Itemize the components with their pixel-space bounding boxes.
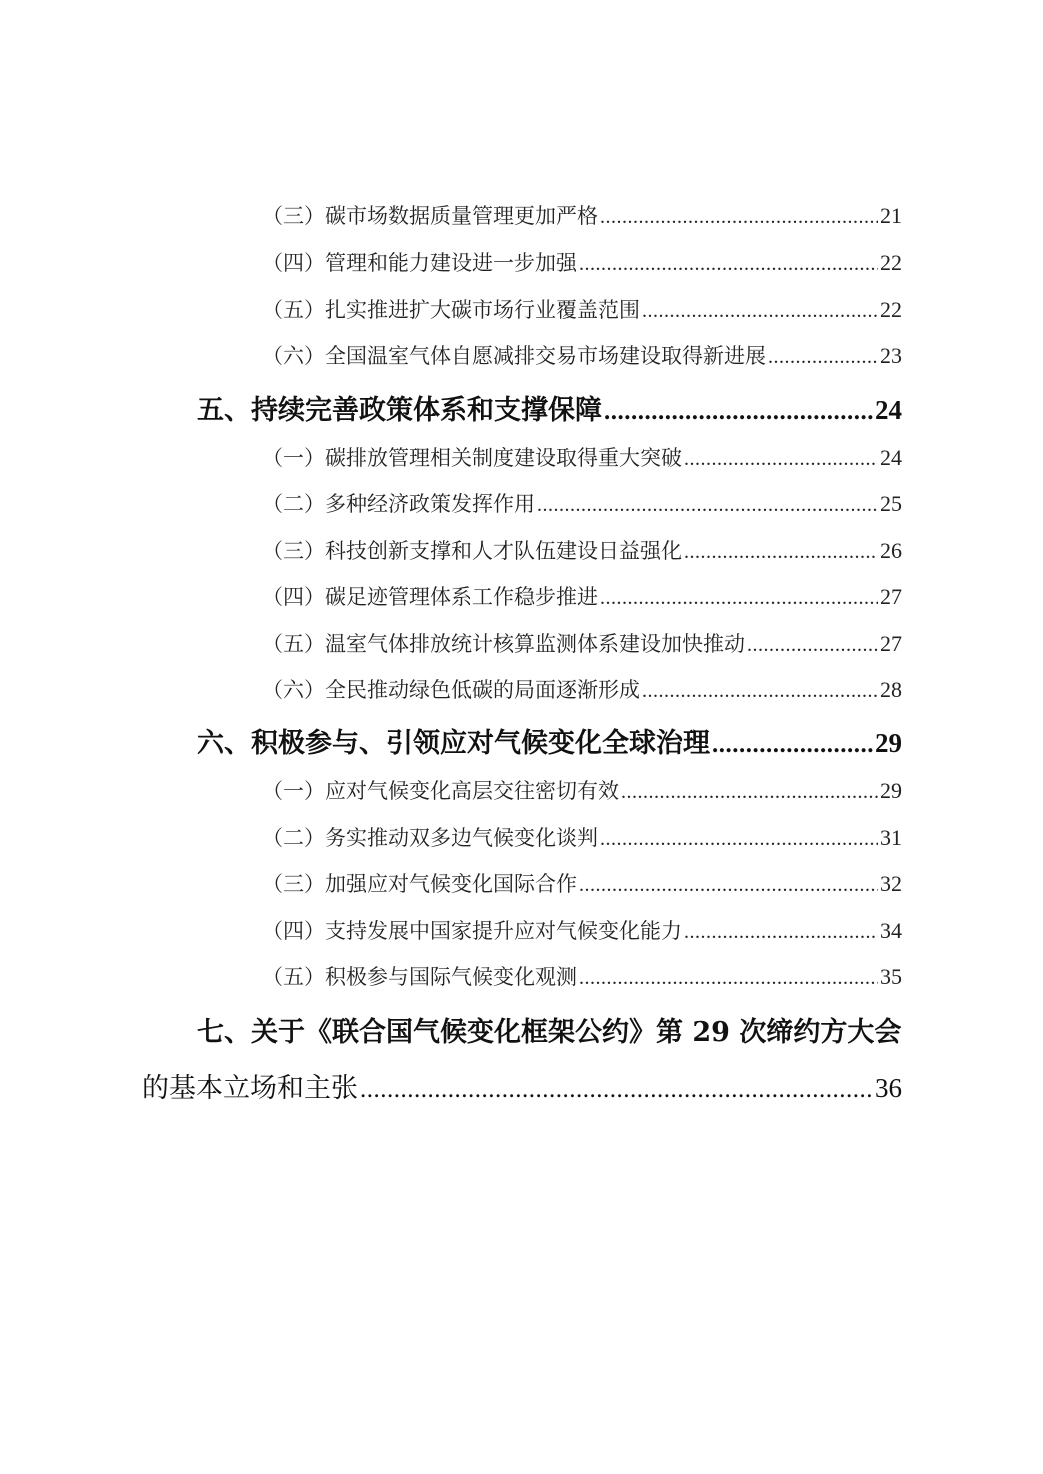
dot-leader <box>712 731 873 759</box>
toc-entry-title: （一）碳排放管理相关制度建设取得重大突破 <box>262 446 682 470</box>
toc-section-page: 24 <box>875 395 902 425</box>
dot-leader <box>747 634 878 657</box>
toc-entry-title: （四）支持发展中国家提升应对气候变化能力 <box>262 919 682 943</box>
dot-leader <box>684 541 878 564</box>
toc-section-title-continued: 的基本立场和主张 <box>142 1073 358 1104</box>
toc-entry-title: （五）温室气体排放统计核算监测体系建设加快推动 <box>262 632 745 656</box>
toc-section-7-line1[interactable]: 七、关于《联合国气候变化框架公约》第 29 次缔约方大会 <box>197 1017 902 1048</box>
toc-entry-title: （三）加强应对气候变化国际合作 <box>262 872 577 896</box>
dot-leader <box>600 828 878 851</box>
toc-entry[interactable] <box>262 488 902 518</box>
dot-leader <box>579 967 878 990</box>
toc-entry-title: （五）扎实推进扩大碳市场行业覆盖范围 <box>262 298 640 322</box>
toc-entry[interactable] <box>262 442 902 472</box>
dot-leader <box>642 680 878 703</box>
dot-leader <box>360 1076 873 1104</box>
toc-entry-page: 27 <box>880 631 902 656</box>
toc-entry-page: 25 <box>880 491 902 516</box>
toc-entry-page: 27 <box>880 584 902 609</box>
toc-entry-page: 22 <box>880 297 902 322</box>
dot-leader <box>768 346 878 369</box>
toc-section-7-line2[interactable] <box>142 1066 902 1105</box>
toc-entry-title: （五）积极参与国际气候变化观测 <box>262 965 577 989</box>
toc-entry-title: （三）碳市场数据质量管理更加严格 <box>262 204 598 228</box>
dot-leader <box>642 300 878 323</box>
dot-leader <box>537 494 878 517</box>
toc-entry-title: （四）管理和能力建设进一步加强 <box>262 251 577 275</box>
toc-entry-title: （二）多种经济政策发挥作用 <box>262 492 535 516</box>
toc-entry[interactable] <box>262 775 902 805</box>
toc-section-page: 29 <box>875 728 902 758</box>
toc-entry[interactable] <box>262 294 902 324</box>
dot-leader <box>684 448 878 471</box>
toc-entry[interactable] <box>262 822 902 852</box>
toc-entry[interactable] <box>262 200 902 230</box>
toc-entry[interactable] <box>262 674 902 704</box>
dot-leader <box>600 206 878 229</box>
toc-entry-title: （二）务实推动双多边气候变化谈判 <box>262 826 598 850</box>
toc-entry[interactable] <box>262 340 902 370</box>
toc-entry[interactable] <box>262 868 902 898</box>
toc-entry-page: 31 <box>880 825 902 850</box>
toc-entry-title: （一）应对气候变化高层交往密切有效 <box>262 779 619 803</box>
toc-entry-page: 26 <box>880 538 902 563</box>
toc-entry[interactable] <box>262 581 902 611</box>
toc-entry-title: （四）碳足迹管理体系工作稳步推进 <box>262 585 598 609</box>
dot-leader <box>579 874 878 897</box>
toc-entry-page: 34 <box>880 918 902 943</box>
toc-entry-page: 21 <box>880 203 902 228</box>
toc-entry[interactable] <box>262 535 902 565</box>
toc-section-5[interactable] <box>197 388 902 427</box>
toc-entry-page: 22 <box>880 250 902 275</box>
toc-section-title: 五、持续完善政策体系和支撑保障 <box>197 395 602 426</box>
toc-entry-page: 24 <box>880 445 902 470</box>
toc-entry[interactable] <box>262 961 902 991</box>
toc-entry[interactable] <box>262 628 902 658</box>
toc-entry[interactable] <box>262 247 902 277</box>
toc-entry-page: 29 <box>880 778 902 803</box>
dot-leader <box>604 398 873 426</box>
toc-entry-page: 28 <box>880 677 902 702</box>
toc-entry-page: 32 <box>880 871 902 896</box>
toc-entry-title: （三）科技创新支撑和人才队伍建设日益强化 <box>262 539 682 563</box>
dot-leader <box>579 253 878 276</box>
dot-leader <box>621 781 878 804</box>
dot-leader <box>684 921 878 944</box>
toc-section-page: 36 <box>875 1073 902 1103</box>
toc-entry[interactable] <box>262 915 902 945</box>
toc-section-6[interactable] <box>197 721 902 760</box>
toc-entry-title: （六）全国温室气体自愿减排交易市场建设取得新进展 <box>262 344 766 368</box>
toc-entry-page: 23 <box>880 343 902 368</box>
toc-section-title: 六、积极参与、引领应对气候变化全球治理 <box>197 728 710 759</box>
dot-leader <box>600 587 878 610</box>
toc-entry-title: （六）全民推动绿色低碳的局面逐渐形成 <box>262 678 640 702</box>
toc-entry-page: 35 <box>880 964 902 989</box>
